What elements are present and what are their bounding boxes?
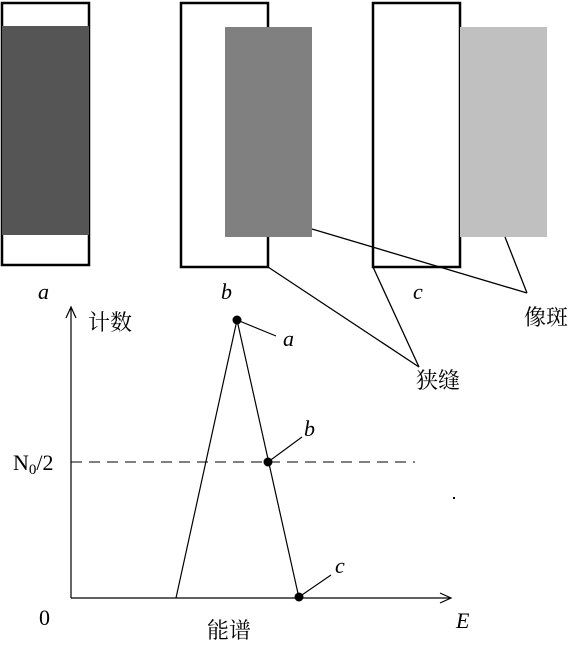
- plot: [13, 307, 470, 644]
- panel-label-b: b: [221, 279, 232, 304]
- point-leader-c: [299, 575, 331, 597]
- slit-c: [373, 3, 460, 267]
- callout-spot: 像斑: [524, 306, 569, 331]
- point-label-a: a: [283, 326, 294, 351]
- spot-b: [225, 27, 312, 237]
- half-level-N: N: [13, 450, 29, 475]
- panel-label-c: c: [413, 279, 423, 304]
- speck: [453, 497, 455, 499]
- half-level-suffix: /2: [36, 450, 54, 475]
- spot-a: [2, 26, 89, 235]
- panel-c: [373, 3, 547, 304]
- y-axis-label: 计数: [88, 311, 133, 336]
- panel-a: [2, 3, 89, 304]
- point-leader-b: [268, 437, 302, 462]
- panel-label-a: a: [38, 279, 49, 304]
- x-caption: 能谱: [207, 619, 252, 644]
- spectrum-curve: [176, 320, 299, 598]
- x-axis-label: E: [456, 608, 470, 633]
- callout-slit: 狭缝: [416, 369, 461, 394]
- point-label-b: b: [304, 416, 315, 441]
- origin-label: 0: [39, 605, 50, 630]
- point-label-c: c: [335, 553, 345, 578]
- leader-spot-c: [505, 237, 527, 293]
- point-leader-a: [237, 320, 276, 336]
- half-level-label: [13, 450, 54, 478]
- half-level-subscript: 0: [28, 462, 37, 478]
- panel-b: [181, 3, 312, 304]
- spot-c: [460, 27, 547, 237]
